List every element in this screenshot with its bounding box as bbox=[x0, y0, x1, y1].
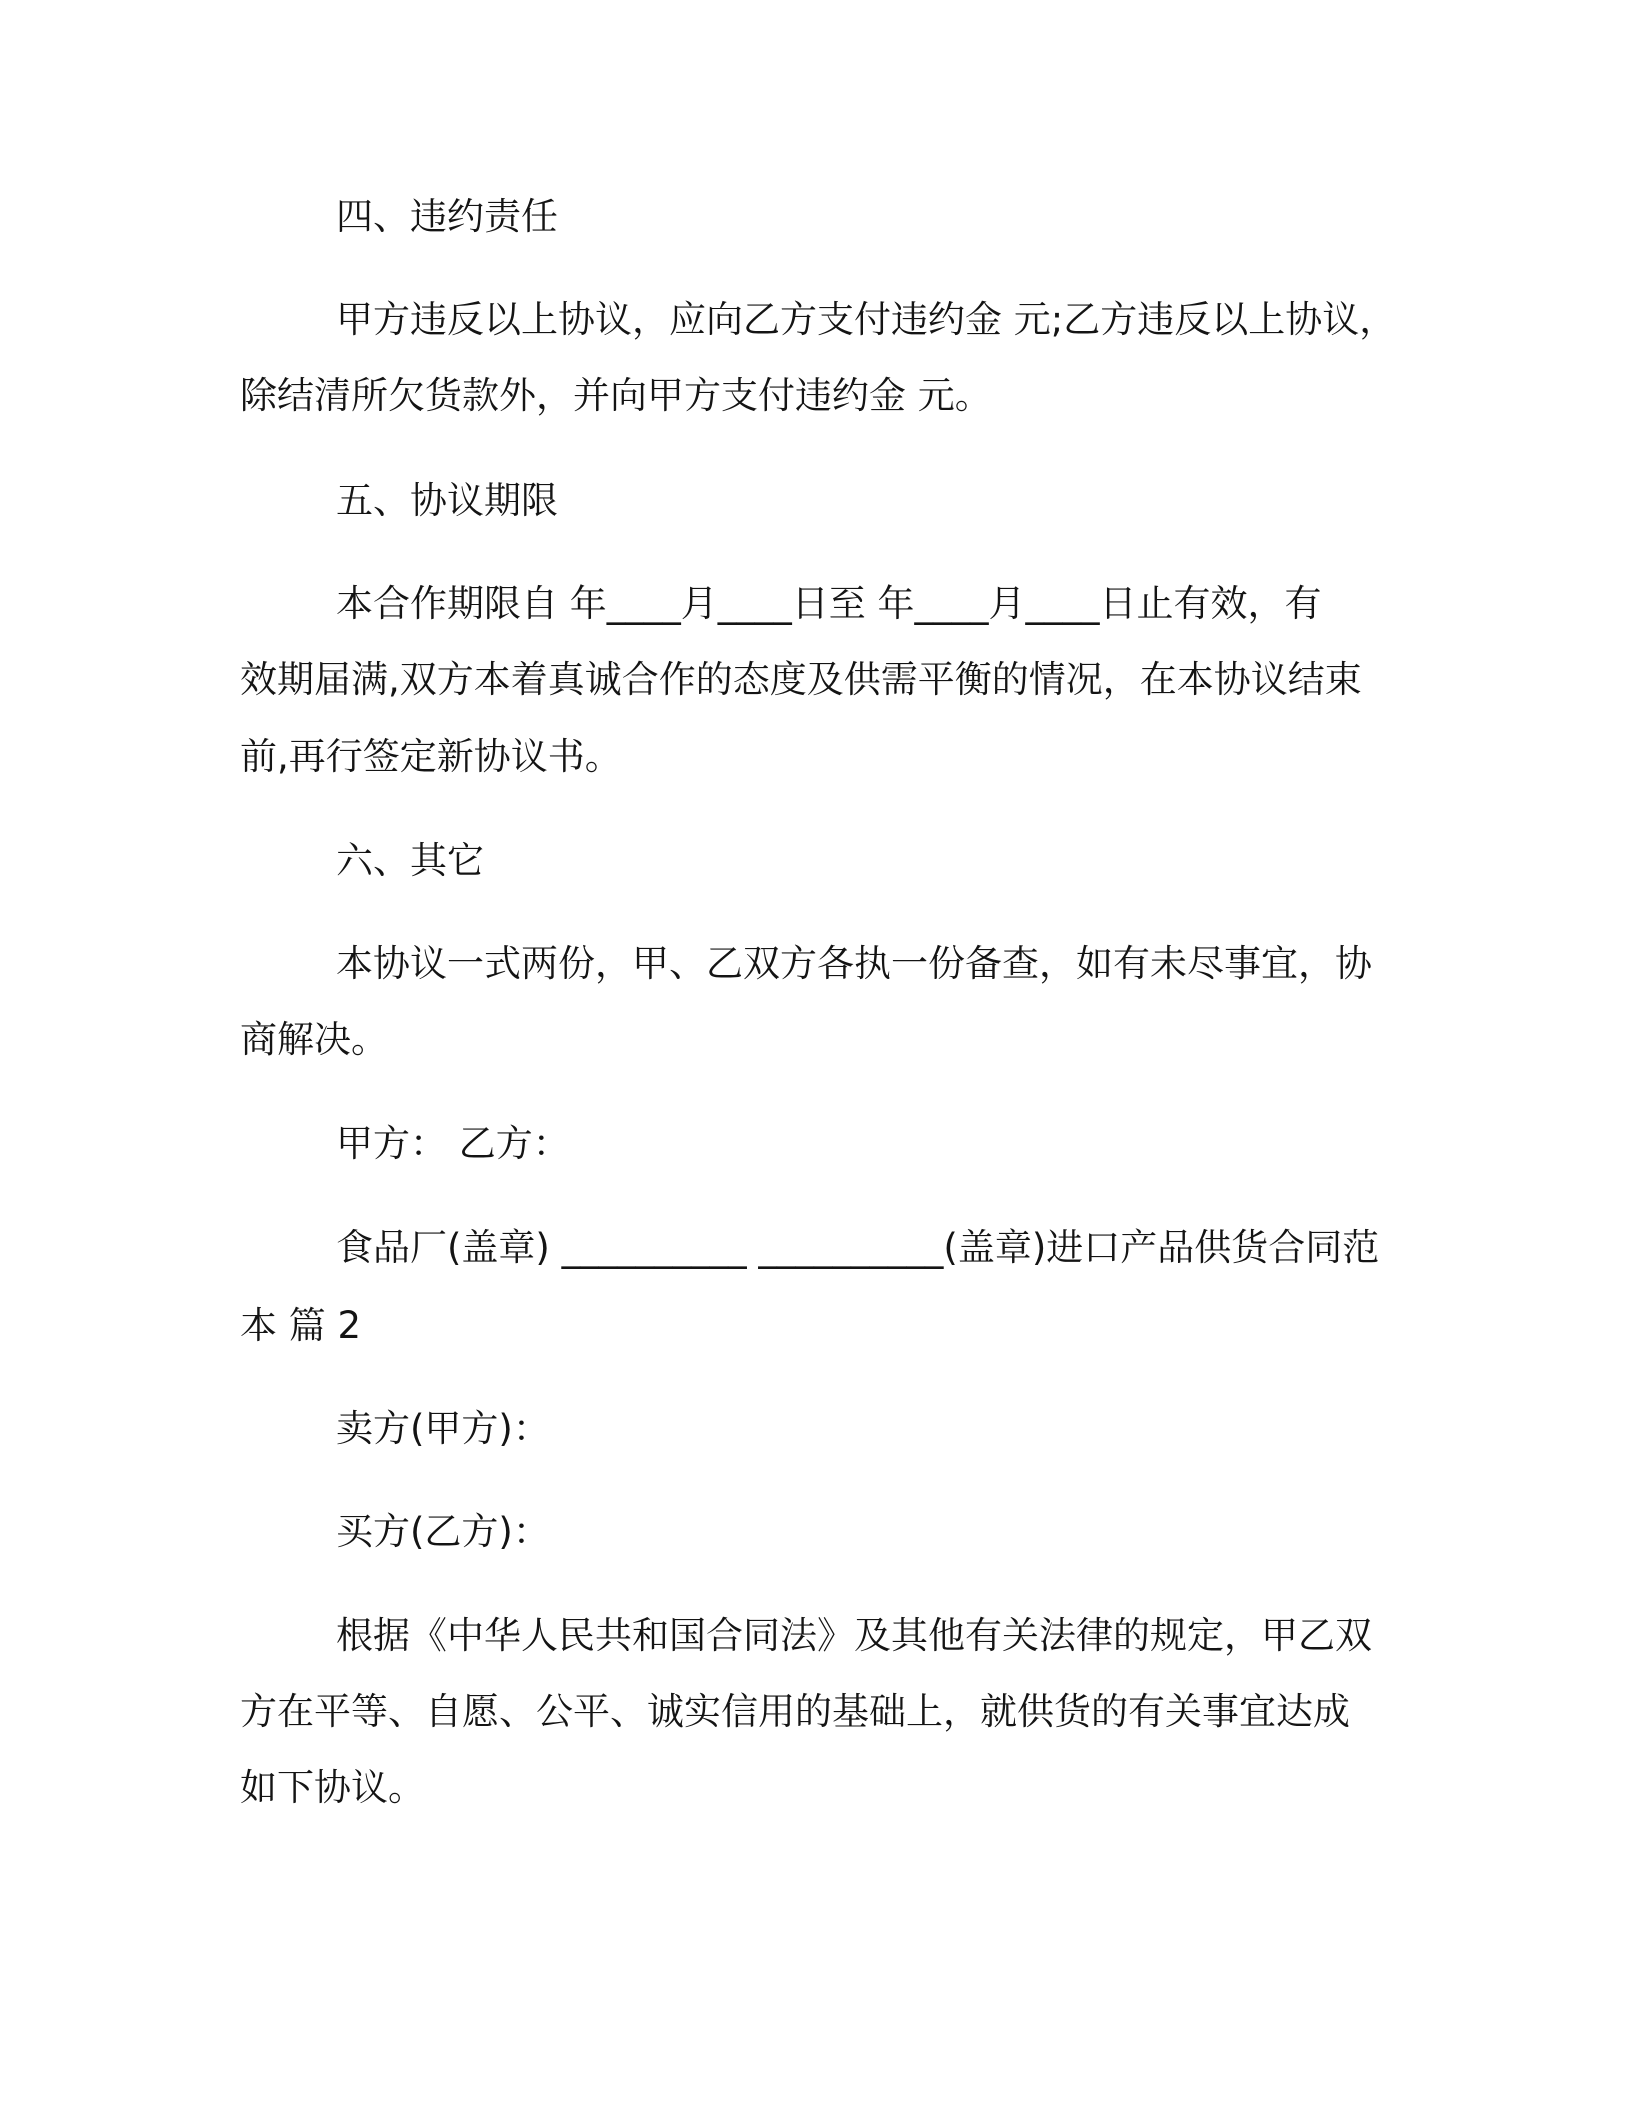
paragraph-line: 方在平等、自愿、公平、诚实信用的基础上，就供货的有关事宜达成 bbox=[240, 1690, 1350, 1733]
seller-label: 卖方(甲方)： bbox=[336, 1407, 550, 1450]
paragraph-line: 效期届满,双方本着真诚合作的态度及供需平衡的情况，在本协议结束 bbox=[240, 658, 1362, 701]
paragraph-line: 甲方违反以上协议，应向乙方支付违约金 元;乙方违反以上协议， bbox=[336, 298, 1397, 341]
seal-line: 食品厂(盖章) __________ __________(盖章)进口产品供货合同范 bbox=[336, 1226, 1380, 1269]
paragraph-line: 如下协议。 bbox=[240, 1766, 425, 1809]
section-heading-agreement-term: 五、协议期限 bbox=[336, 479, 558, 522]
paragraph-line: 根据《中华人民共和国合同法》及其他有关法律的规定，甲乙双 bbox=[336, 1614, 1372, 1657]
paragraph-line: 本合作期限自 年____月____日至 年____月____日止有效，有 bbox=[336, 582, 1322, 625]
section-heading-other: 六、其它 bbox=[336, 839, 484, 882]
buyer-label: 买方(乙方)： bbox=[336, 1510, 550, 1553]
paragraph-line: 本协议一式两份，甲、乙双方各执一份备查，如有未尽事宜，协 bbox=[336, 942, 1372, 985]
seal-line: 本 篇 2 bbox=[240, 1304, 362, 1347]
paragraph-line: 除结清所欠货款外，并向甲方支付违约金 元。 bbox=[240, 374, 992, 417]
section-heading-breach-liability: 四、违约责任 bbox=[336, 195, 558, 238]
paragraph-line: 商解决。 bbox=[240, 1018, 388, 1061]
paragraph-line: 前,再行签定新协议书。 bbox=[240, 735, 622, 778]
parties-line: 甲方： 乙方： bbox=[336, 1122, 570, 1165]
